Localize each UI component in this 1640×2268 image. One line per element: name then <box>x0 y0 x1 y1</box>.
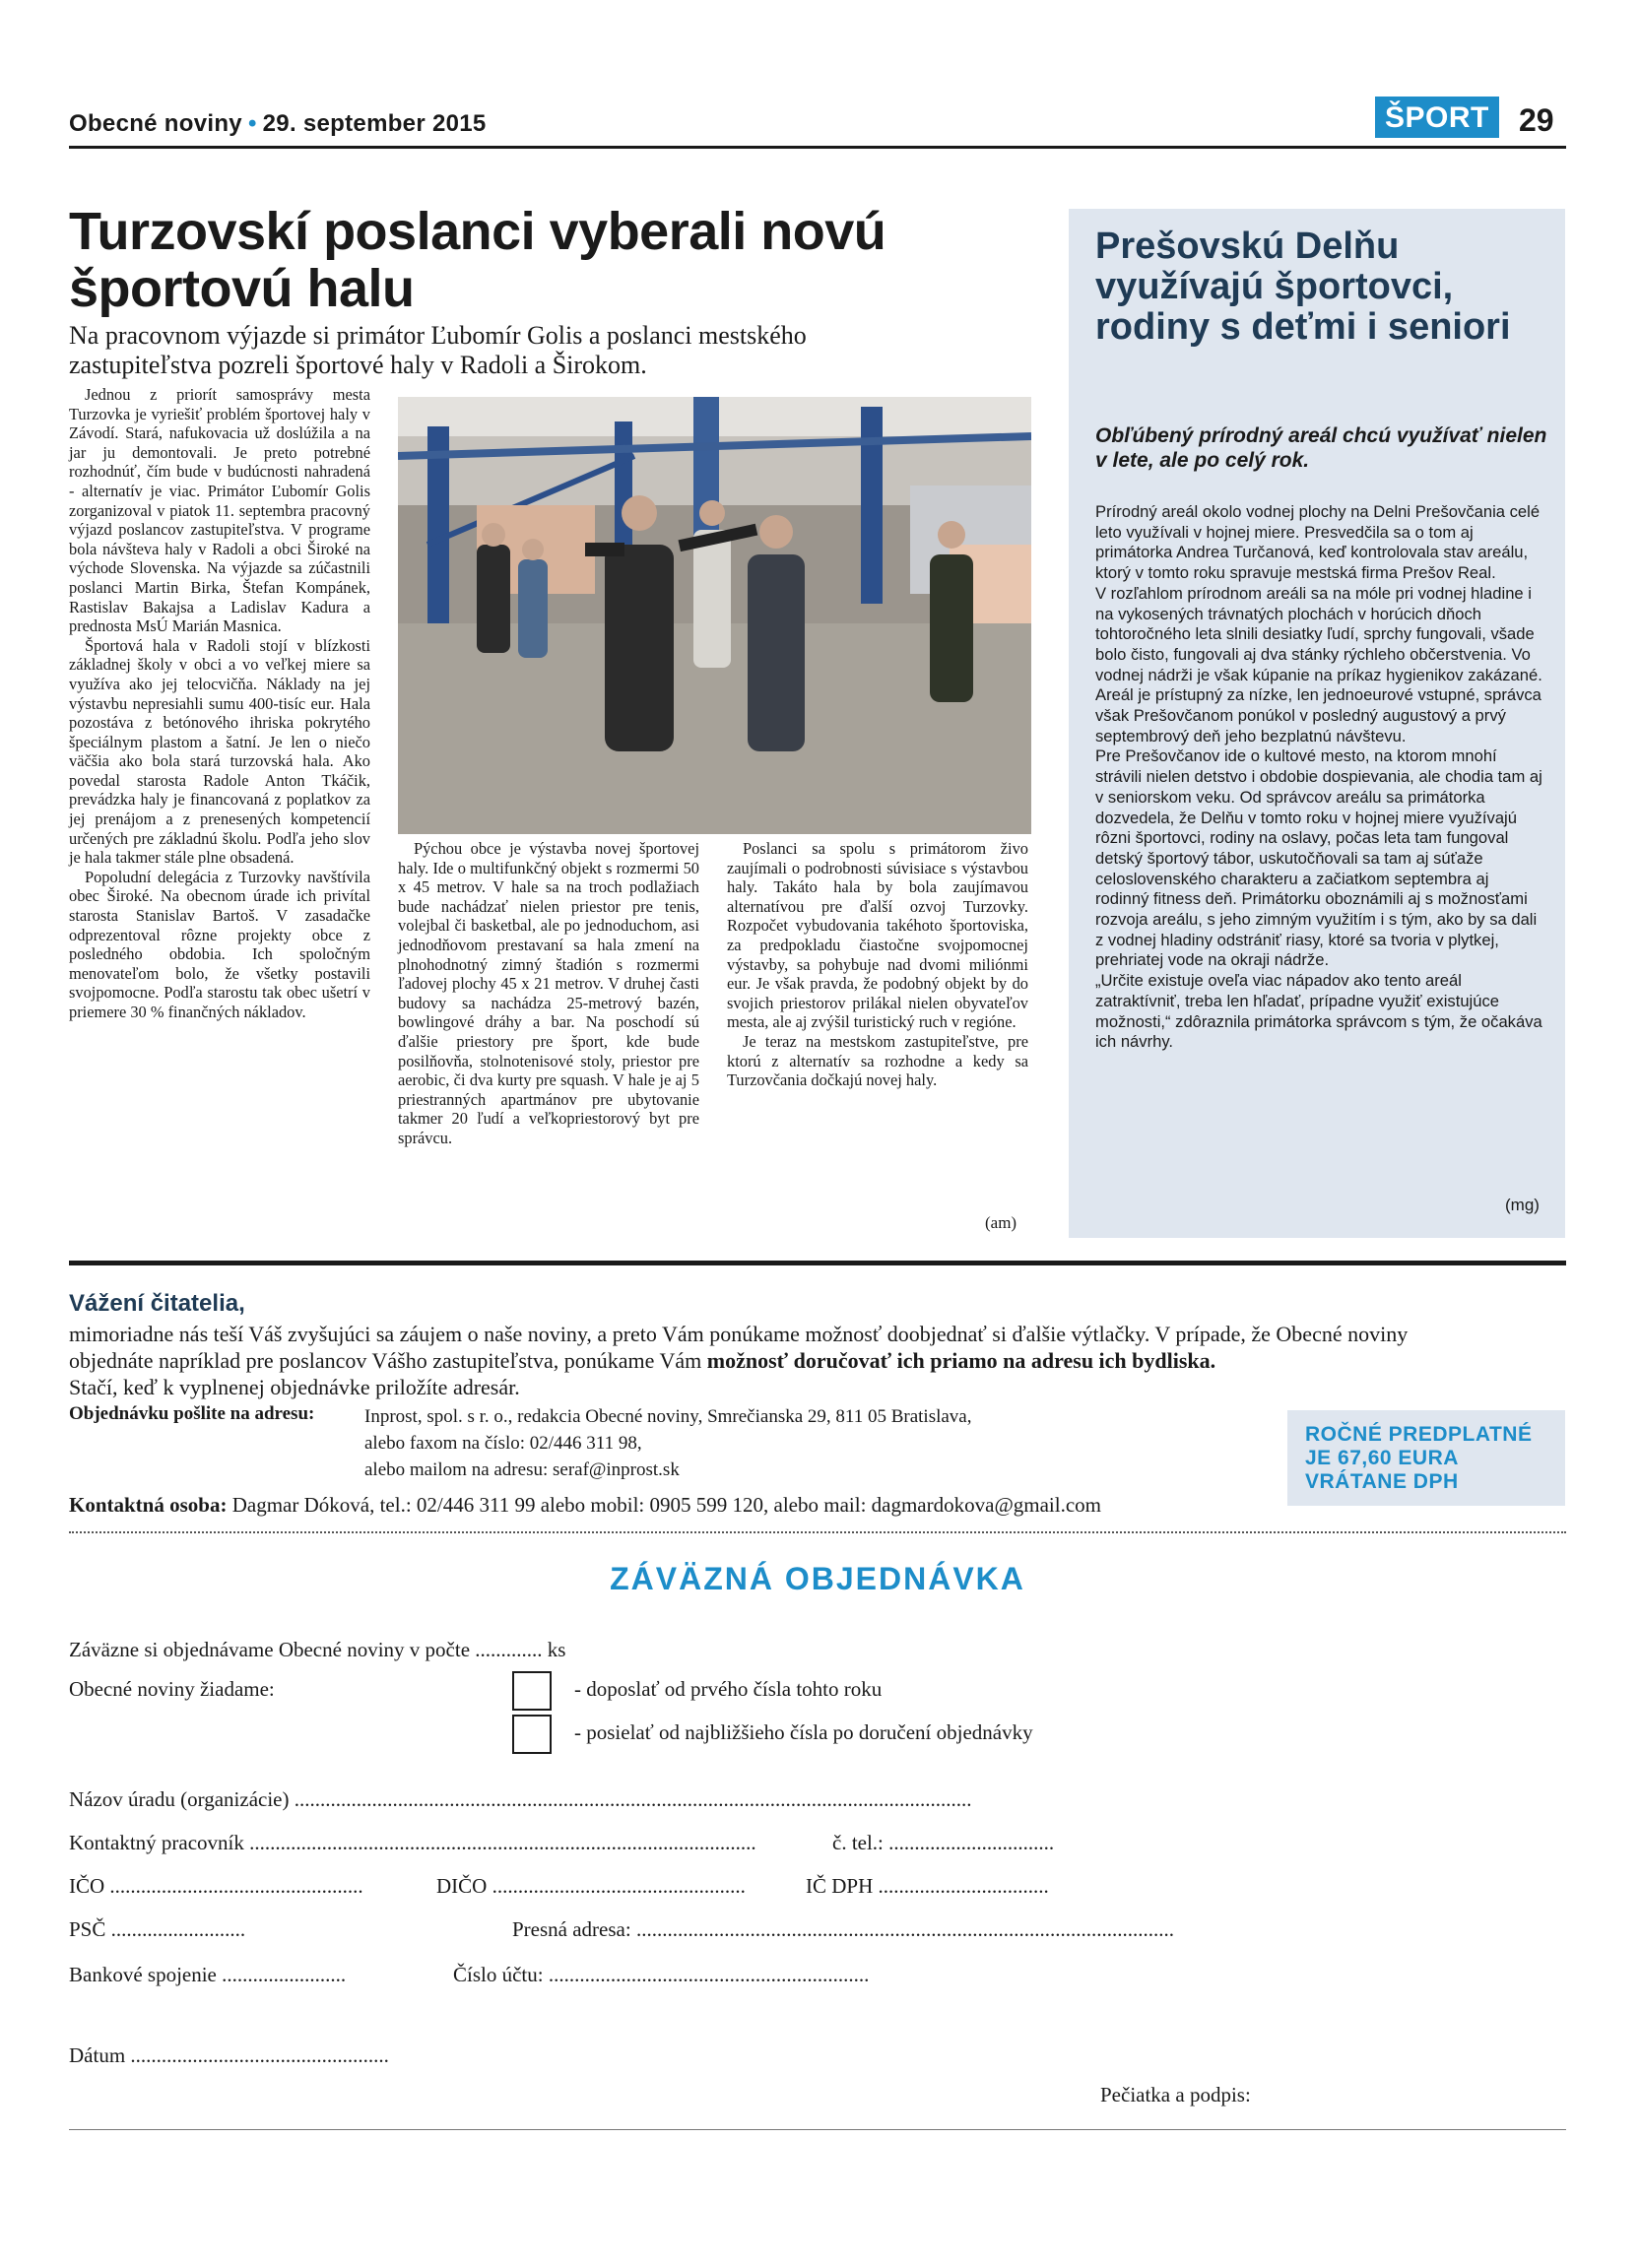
paragraph: „Určite existuje oveľa viac nápadov ako tento areál zatraktívniť, treba len hľadať, prípadne využiť existujúce možnosti,“ zdôraznila primátorka správcom s tým, že očakáva ich návrhy. <box>1095 971 1542 1052</box>
sidebar-headline: Prešovskú Delňu využívajú športovci, rodiny s deťmi i seniori <box>1095 226 1511 348</box>
page-number: 29 <box>1519 102 1554 138</box>
paragraph: Je teraz na mestskom zastupiteľstve, pre ktorú z alternatív sa rozhodne a kedy sa Turzovčania dočkajú novej haly. <box>727 1031 1028 1090</box>
address-line: alebo faxom na číslo: 02/446 311 98, <box>364 1433 642 1454</box>
contact-label: Kontaktná osoba: <box>69 1493 228 1517</box>
article-photo <box>398 397 1031 834</box>
address-label: Objednávku pošlite na adresu: <box>69 1403 315 1424</box>
price-line: ROČNÉ PREDPLATNÉ <box>1305 1423 1533 1446</box>
contact-line <box>69 1493 1101 1518</box>
article-column-1 <box>69 385 370 1022</box>
stamp-signature-label: Pečiatka a podpis: <box>1100 2083 1251 2106</box>
intro-text: mimoriadne nás teší Váš zvyšujúci sa záujem o naše noviny, a preto Vám ponúkame možnosť doobjednať si ďalšie výtlačky. V prípade, že Obecné noviny objednáte napríklad pre poslancov Vášho zastupiteľstva, ponúkame Vám <box>69 1322 1409 1373</box>
paragraph: Pýchou obce je výstavba novej športovej haly. Ide o multifunkčný objekt s rozmermi 50 x 45 metrov. V hale sa na troch podlažiach bude nachádzať nielen priestor pre tenis, volejbal či basketbal, ale po jednoduchom, asi jednodňovom prestavaní sa hala zmení na plnohodnotný zimný štadión s rozmermi ľadovej plochy 45 x 21 metrov. V druhej časti budovy sa nachádza 25-metrový bazén, bowlingové dráhy a bar. Na poschodí sú ďalšie priestory pre šport, kde bude posilňovňa, stolnotenisové stoly, priestor pre aerobic, či dva kurty pre squash. V hale je aj 5 priestranných apartmánov pre ubytovanie takmer 20 ľudí a veľkopriestorový byt pre správcu. <box>398 839 699 1147</box>
article-headline: Turzovskí poslanci vyberali novú športovú halu <box>69 202 886 318</box>
quantity-field[interactable]: Záväzne si objednávame Obecné noviny v počte ............. ks <box>69 1638 566 1661</box>
psc-field[interactable]: PSČ .......................... <box>69 1917 246 1941</box>
separator-dot: • <box>247 110 257 137</box>
subscription-intro <box>69 1321 1438 1400</box>
request-label: Obecné noviny žiadame: <box>69 1677 275 1701</box>
office-name-field[interactable]: Názov úradu (organizácie) ................................................................................................................................... <box>69 1787 972 1811</box>
price-line: JE 67,60 EURA <box>1305 1447 1459 1469</box>
bank-field[interactable]: Bankové spojenie ........................ <box>69 1963 347 1986</box>
price-text <box>1305 1423 1561 1494</box>
bottom-rule <box>69 2129 1566 2130</box>
account-field[interactable]: Číslo účtu: .............................................................. <box>453 1963 870 1986</box>
exact-address-field[interactable]: Presná adresa: ........................................................................................................ <box>512 1917 1174 1941</box>
dic-field[interactable]: DIČO ................................................. <box>436 1874 746 1898</box>
section-divider <box>69 1261 1566 1265</box>
article-column-3 <box>727 839 1028 1090</box>
paragraph: Prírodný areál okolo vodnej plochy na Delni Prešovčania celé leto využívali v hojnej miere. Presvedčila sa o tom aj primátorka Andrea Turčanová, keď kontrolovala stav areálu, ktorý v tomto roku spravuje mestská firma Prešov Real. <box>1095 502 1541 583</box>
issue-date: 29. september 2015 <box>262 110 487 137</box>
article-deck: Na pracovnom výjazde si primátor Ľubomír Golis a poslanci mestského zastupiteľstva pozreli športové haly v Radoli a Širokom. <box>69 321 807 379</box>
publication-name: Obecné noviny <box>69 110 242 137</box>
price-line: VRÁTANE DPH <box>1305 1470 1459 1493</box>
header-rule <box>69 146 1566 149</box>
intro-text: Stačí, keď k vyplnenej objednávke priložíte adresár. <box>69 1375 520 1399</box>
address-line: alebo mailom na adresu: seraf@inprost.sk <box>364 1459 680 1480</box>
masthead <box>69 110 487 138</box>
sidebar-body <box>1095 502 1546 1053</box>
date-field[interactable]: Dátum .................................................. <box>69 2043 389 2067</box>
phone-field[interactable]: č. tel.: ................................ <box>832 1831 1055 1854</box>
author-signature: (am) <box>985 1213 1017 1232</box>
intro-emphasis: možnosť doručovať ich priamo na adresu ich bydliska. <box>706 1348 1216 1373</box>
paragraph: Pre Prešovčanov ide o kultové mesto, na ktorom mnohí strávili nielen detstvo i obdobie dospievania, ale chodia tam aj v seniorskom veku. Od správcov areálu sa primátorka dozvedela, že Delňu v tomto roku v hojnej miere využívajú rôzni športovci, rodiny na oslavy, počas leta tam fungoval detský športový tábor, uskutočňovali sa tam aj súťaže celoslovenského charakteru a začiatkom septembra aj rodinný fitness deň. Primátorku oboznámili aj s možnosťami rozvoja areálu, s jeho zimným využitím i s tým, ako by sa dali z vodnej hladiny odstrániť riasy, ktoré sa tvoria v plytkej, prehriatej vode na okraji nádrže. <box>1095 746 1542 970</box>
address-line: Inprost, spol. s r. o., redakcia Obecné noviny, Smrečianska 29, 811 05 Bratislava, <box>364 1406 972 1427</box>
option2-checkbox[interactable] <box>512 1715 552 1754</box>
ico-field[interactable]: IČO ................................................. <box>69 1874 363 1898</box>
subscription-heading: Vážení čitatelia, <box>69 1290 245 1317</box>
section-badge: ŠPORT <box>1375 97 1499 138</box>
article-column-2 <box>398 839 699 1148</box>
cut-line <box>69 1531 1566 1535</box>
address-block <box>364 1403 971 1483</box>
order-form-title: ZÁVÄZNÁ OBJEDNÁVKA <box>610 1561 1025 1596</box>
option1-checkbox[interactable] <box>512 1671 552 1711</box>
contact-value: Dagmar Dóková, tel.: 02/446 311 99 alebo mobil: 0905 599 120, alebo mail: dagmardokova@gmail.com <box>227 1493 1102 1517</box>
paragraph: Jednou z priorít samosprávy mesta Turzovka je vyriešiť problém športovej haly v Závodí. Stará, nafukovacia už doslúžila a na jar ju demontovali. Je preto potrebné rozhodnúť, čím bude v budúcnosti nahradená - alternatív je viac. Primátor Ľubomír Golis zorganizoval v piatok 11. septembra pracovný výjazd poslancov zastupiteľstva. V programe bola návšteva haly v Radoli a obci Široké na východe Slovenska. Na výjazde sa zúčastnili poslanci Martin Birka, Štefan Kompánek, Rastislav Bakajsa a Ladislav Kadura a prednosta MsÚ Marián Masnica. <box>69 385 370 636</box>
paragraph: Športová hala v Radoli stojí v blízkosti základnej školy v obci a vo veľkej miere sa využíva ako jej telocvičňa. Náklady na jej výstavbu nepresiahli sumu 400-tisíc eur. Hala pozostáva z betónového ihriska pokrytého špeciálnym plastom a šatní. Je len o niečo väčšia ako bola stará turzovská hala. Ako povedal starosta Radole Anton Tkáčik, prevádzka haly je financovaná z poplatkov za jej prenájom a z prenesených kompetencií určených pre základnú školu. Podľa jeho slov je hala takmer stále plne obsadená. <box>69 635 370 868</box>
contact-person-field[interactable]: Kontaktný pracovník .................................................................................................. <box>69 1831 756 1854</box>
paragraph: Popoludní delegácia z Turzovky navštívila obec Široké. Na obecnom úrade ich privítal starosta Stanislav Bartoš. V zasadačke odprezentoval rôzne projekty obce z posledného obdobia. Ich spoločným menovateľom bolo, že všetky postavili svojpomocne. Podľa starostu tak obec ušetrí v priemere 30 % finančných nákladov. <box>69 867 370 1021</box>
paragraph: Poslanci sa spolu s primátorom živo zaujímali o podrobnosti súvisiace s výstavbou haly. Takáto hala by bola zaujímavou alternatívou pre ďalší ozvoj Turzovky. Rozpočet vybudovania takéhoto športoviska, za predpokladu čiastočne svojpomocnej výstavby, sa pohybuje nad dvomi miliónmi eur. Je však pravda, že podobný objekt by do svojich priestorov prilákal nielen obyvateľov mesta, ale aj zvýšil turistický ruch v regióne. <box>727 839 1028 1032</box>
sidebar-deck: Obľúbený prírodný areál chcú využívať nielen v lete, ale po celý rok. <box>1095 424 1547 472</box>
ic-dph-field[interactable]: IČ DPH ................................. <box>806 1874 1049 1898</box>
sidebar-signature: (mg) <box>1505 1196 1540 1214</box>
option1-label: - doposlať od prvého čísla tohto roku <box>574 1677 883 1701</box>
option2-label: - posielať od najbližšieho čísla po doručení objednávky <box>574 1720 1033 1744</box>
paragraph: V rozľahlom prírodnom areáli sa na móle pri vodnej hladine i na vykosených trávnatých plochách v horúcich dňoch tohtoročného leta slnili desiatky ľudí, sprchy fungovali, všade bolo čisto, fungovali aj dva stánky rýchleho občerstvenia. Vo vodnej nádrži je však kúpanie na príkaz hygienikov zakázané. Areál je prístupný za nízke, len jednoeurové vstupné, správca však Prešovčanom ponúkol v posledný augustový a prvý septembrový deň jeho bezplatnú návštevu. <box>1095 583 1542 745</box>
